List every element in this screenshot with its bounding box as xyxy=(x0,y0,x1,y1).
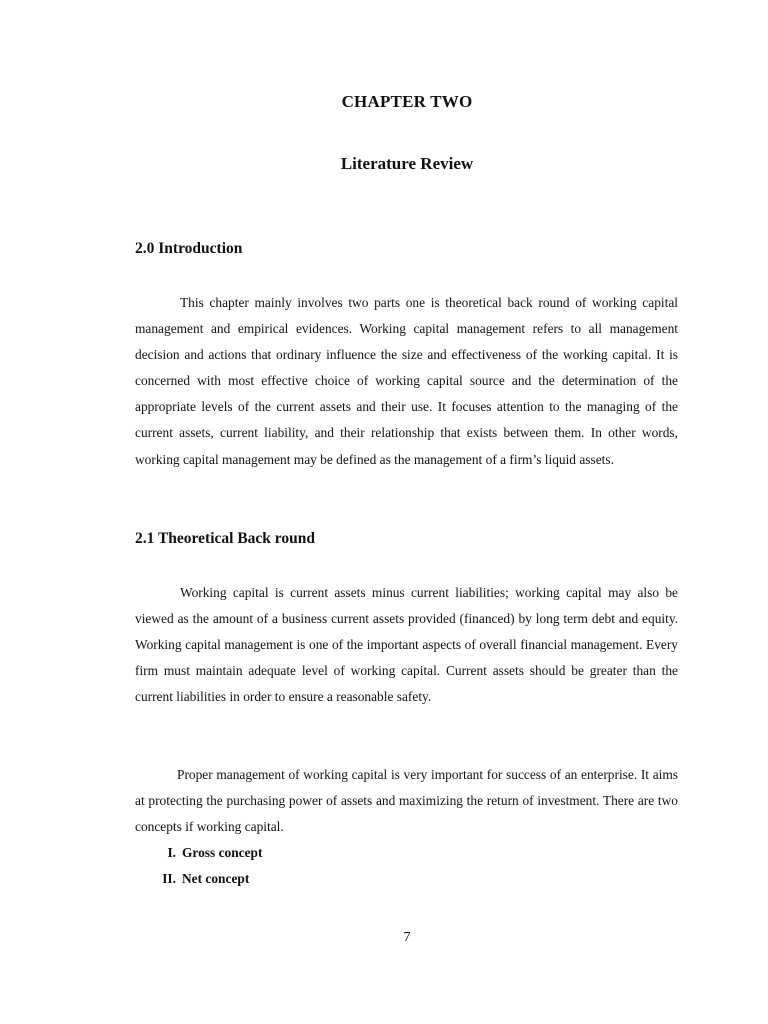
list-item-number: II. xyxy=(162,871,176,886)
chapter-title: CHAPTER TWO xyxy=(341,92,473,111)
list-item xyxy=(135,866,435,892)
introduction-heading: 2.0 Introduction xyxy=(135,240,243,257)
list-item-label: Gross concept xyxy=(182,845,263,860)
introduction-paragraph xyxy=(135,290,678,473)
theory-paragraph-1-text: Working capital is current assets minus current liabilities; working capital may also be viewed as the amount of a business current assets provided (financed) by long term debt and equity. Working capital management is one of the important aspects of overall financial management. Every firm must maintain adequate level of working capital. Current assets should be greater than the current liabilities in order to ensure a reasonable safety. xyxy=(135,585,678,705)
list-item-label: Net concept xyxy=(182,871,250,886)
theory-paragraph-2 xyxy=(135,762,678,840)
theoretical-background-heading: 2.1 Theoretical Back round xyxy=(135,530,315,547)
concepts-list xyxy=(135,840,435,892)
theory-paragraph-2-text: Proper management of working capital is very important for success of an enterprise. It aims at protecting the purchasing power of assets and maximizing the return of investment. There are two concepts if working capital. xyxy=(135,767,678,835)
theory-paragraph-1 xyxy=(135,580,678,710)
section-title: Literature Review xyxy=(340,154,474,173)
list-item-number: I. xyxy=(167,845,176,860)
list-item xyxy=(135,840,435,866)
page-number: 7 xyxy=(403,930,411,945)
introduction-paragraph-text: This chapter mainly involves two parts one is theoretical back round of working capital management and empirical evidences. Working capital management refers to all management decision and actions that ordinary influence the size and effectiveness of the working capital. It is concerned with most effective choice of working capital source and the determination of the appropriate levels of the current assets and their use. It focuses attention to the managing of the current assets, current liability, and their relationship that exists between them. In other words, working capital management may be defined as the management of a firm’s liquid assets. xyxy=(135,295,678,467)
